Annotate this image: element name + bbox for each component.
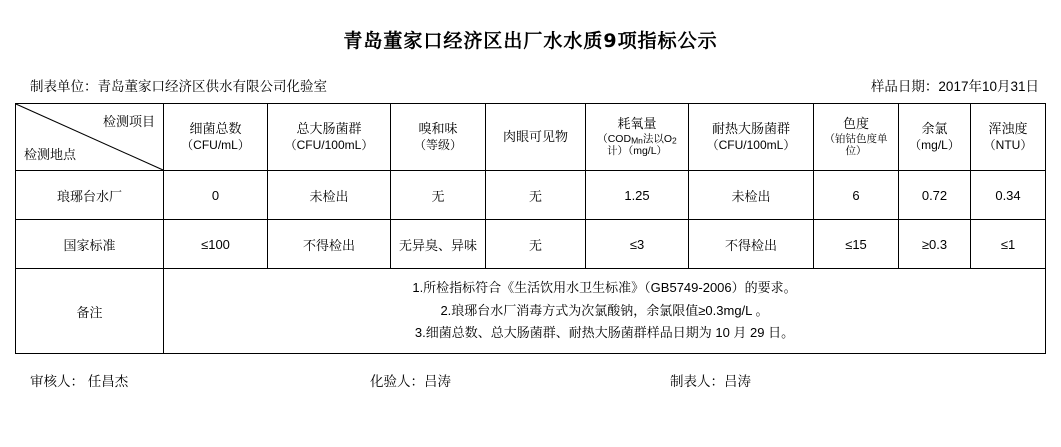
- cell-value: ≥0.3: [899, 220, 971, 269]
- column-header-odor-taste: [391, 104, 486, 171]
- table-row: [16, 171, 1046, 220]
- cell-value: 无异臭、异味: [391, 220, 486, 269]
- column-header-unit: （铂钴色度单位）: [824, 132, 888, 158]
- column-header-unit: （NTU）: [983, 137, 1033, 152]
- table-row: [16, 220, 1046, 269]
- column-header-name: 浑浊度: [988, 121, 1028, 137]
- column-header-total-coliform: [268, 104, 391, 171]
- cell-value: 无: [391, 171, 486, 220]
- column-header-name: 嗅和味: [418, 121, 458, 137]
- column-header-thermotolerant-coliform: [689, 104, 814, 171]
- column-header-unit: （CFU/100mL）: [284, 137, 374, 152]
- cell-value: 未检出: [689, 171, 814, 220]
- sample-date-label: 样品日期：2017年10月31日: [870, 79, 1039, 94]
- cell-value: ≤100: [164, 220, 268, 269]
- row-label-national-standard: 国家标准: [16, 220, 164, 269]
- column-header-name: 余氯: [921, 121, 948, 137]
- column-header-name: 细菌总数: [189, 121, 242, 137]
- cell-value: ≤3: [586, 220, 689, 269]
- cell-value: 不得检出: [689, 220, 814, 269]
- cell-value: ≤15: [814, 220, 899, 269]
- table-notes-row: [16, 269, 1046, 354]
- cell-value: 未检出: [268, 171, 391, 220]
- cell-value: 0: [164, 171, 268, 220]
- column-header-name: 耐热大肠菌群: [711, 121, 790, 137]
- table-header-row: [16, 104, 1046, 171]
- cell-value: 无: [486, 171, 586, 220]
- document-meta: [0, 53, 1061, 103]
- note-line: 3.细菌总数、总大肠菌群、耐热大肠菌群样品日期为 10 月 29 日。: [414, 325, 795, 341]
- notes-content: [164, 269, 1046, 354]
- cell-value: 6: [814, 171, 899, 220]
- column-header-visible-matter: [486, 104, 586, 171]
- column-header-residual-chlorine: [899, 104, 971, 171]
- cell-value: ≤1: [971, 220, 1046, 269]
- column-header-name: 总大肠菌群: [296, 121, 362, 137]
- column-header-oxygen-consumption: [586, 104, 689, 171]
- column-header-turbidity: [971, 104, 1046, 171]
- column-header-unit: （等级）: [413, 137, 462, 152]
- column-header-name: 色度: [842, 116, 869, 132]
- footer-tester: 化验人：吕涛: [370, 374, 451, 389]
- note-line: 2.琅琊台水厂消毒方式为次氯酸钠，余氯限值≥0.3mg/L 。: [440, 302, 769, 318]
- cell-value: 0.72: [899, 171, 971, 220]
- notes-label: 备注: [16, 269, 164, 354]
- column-header-unit: （CODMn法以O2: [597, 132, 677, 145]
- cell-value: 1.25: [586, 171, 689, 220]
- row-label-plant: 琅琊台水厂: [16, 171, 164, 220]
- document-footer: [0, 354, 1061, 390]
- column-header-unit: （mg/L）: [909, 137, 960, 152]
- column-header-name: 肉眼可见物: [502, 128, 568, 144]
- note-line: 1.所检指标符合《生活饮用水卫生标准》（GB5749-2006）的要求。: [412, 279, 797, 295]
- footer-auditor: 审核人： 任昌杰: [30, 374, 129, 389]
- cell-value: 无: [486, 220, 586, 269]
- corner-top-label: 检测项目: [102, 114, 155, 129]
- column-header-unit: （CFU/100mL）: [706, 137, 796, 152]
- cell-value: 不得检出: [268, 220, 391, 269]
- corner-bottom-label: 检测地点: [24, 147, 77, 162]
- table-corner-cell: [16, 104, 164, 171]
- cell-value: 0.34: [971, 171, 1046, 220]
- column-header-name: 耗氧量: [617, 116, 657, 132]
- maker-unit-label: 制表单位：青岛董家口经济区供水有限公司化验室: [30, 79, 327, 94]
- page-title: 青岛董家口经济区出厂水水质9项指标公示: [343, 30, 718, 52]
- column-header-bacteria-count: [164, 104, 268, 171]
- column-header-unit: （CFU/mL）: [181, 137, 250, 152]
- column-header-chromaticity: [814, 104, 899, 171]
- column-header-unit-2: 计）（mg/L）: [606, 145, 668, 158]
- footer-maker: 制表人：吕涛: [670, 374, 751, 389]
- water-quality-table: [15, 103, 1046, 354]
